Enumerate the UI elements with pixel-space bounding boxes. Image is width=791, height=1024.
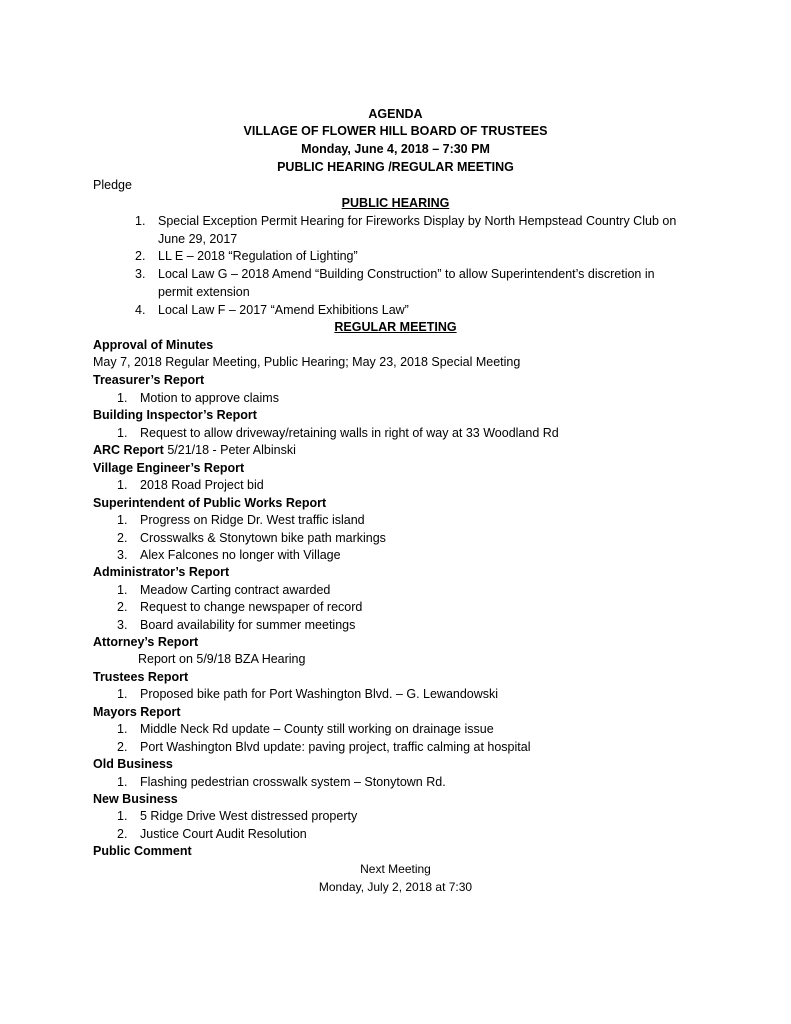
org-name: VILLAGE OF FLOWER HILL BOARD OF TRUSTEES: [243, 124, 548, 138]
list-number: 1.: [117, 775, 128, 789]
section-heading: Administrator’s Report: [93, 565, 230, 579]
section-heading: Trustees Report: [93, 670, 189, 684]
meeting-date: Monday, June 4, 2018 – 7:30 PM: [301, 142, 490, 156]
list-number: 2.: [117, 827, 128, 841]
section-heading: Superintendent of Public Works Report: [93, 496, 327, 510]
list-number: 1.: [117, 391, 128, 405]
list-number: 1.: [117, 478, 128, 492]
meeting-type: PUBLIC HEARING /REGULAR MEETING: [277, 160, 514, 174]
section-heading: New Business: [93, 792, 178, 806]
next-meeting-label: Next Meeting: [360, 862, 431, 876]
list-item: LL E – 2018 “Regulation of Lighting”: [158, 249, 358, 263]
agenda-title: AGENDA: [368, 107, 423, 121]
list-item: Meadow Carting contract awarded: [140, 583, 331, 597]
list-number: 3.: [117, 618, 128, 632]
arc-report-line: [93, 443, 296, 458]
list-item: Port Washington Blvd update: paving project, traffic calming at hospital: [140, 740, 531, 754]
list-number: 1.: [117, 687, 128, 701]
list-item-continued: June 29, 2017: [158, 232, 238, 246]
list-item: Special Exception Permit Hearing for Fireworks Display by North Hempstead Country Club on: [158, 214, 677, 228]
list-number: 1.: [117, 513, 128, 527]
list-number: 2.: [117, 740, 128, 754]
list-number: 1.: [117, 809, 128, 823]
list-number: 1.: [117, 722, 128, 736]
list-item: Alex Falcones no longer with Village: [140, 548, 341, 562]
approval-text: May 7, 2018 Regular Meeting, Public Hearing; May 23, 2018 Special Meeting: [93, 355, 521, 369]
list-number: 3.: [135, 267, 146, 281]
arc-report-text: 5/21/18 - Peter Albinski: [167, 443, 296, 457]
list-item: Proposed bike path for Port Washington Blvd. – G. Lewandowski: [140, 687, 499, 701]
list-item-continued: permit extension: [158, 285, 250, 299]
list-item: 2018 Road Project bid: [140, 478, 264, 492]
section-heading: ARC Report: [93, 443, 164, 457]
list-number: 1.: [135, 214, 146, 228]
section-heading: Treasurer’s Report: [93, 373, 205, 387]
list-item: Progress on Ridge Dr. West traffic island: [140, 513, 365, 527]
section-heading: Old Business: [93, 757, 173, 771]
pledge: Pledge: [93, 178, 132, 192]
attorney-text: Report on 5/9/18 BZA Hearing: [138, 652, 306, 666]
section-heading: Approval of Minutes: [93, 338, 214, 352]
list-item: Justice Court Audit Resolution: [140, 827, 307, 841]
list-number: 1.: [117, 583, 128, 597]
regular-meeting-heading: REGULAR MEETING: [334, 320, 457, 334]
list-item: Crosswalks & Stonytown bike path markings: [140, 531, 386, 545]
list-item: Flashing pedestrian crosswalk system – Stonytown Rd.: [140, 775, 446, 789]
section-heading: Attorney’s Report: [93, 635, 199, 649]
list-item: Middle Neck Rd update – County still working on drainage issue: [140, 722, 494, 736]
section-heading: Building Inspector’s Report: [93, 408, 257, 422]
list-item: 5 Ridge Drive West distressed property: [140, 809, 358, 823]
list-number: 1.: [117, 426, 128, 440]
list-number: 2.: [117, 531, 128, 545]
list-number: 2.: [135, 249, 146, 263]
list-item: Local Law F – 2017 “Amend Exhibitions Law”: [158, 303, 409, 317]
list-number: 2.: [117, 600, 128, 614]
section-heading: Mayors Report: [93, 705, 181, 719]
public-hearing-heading: PUBLIC HEARING: [341, 196, 450, 210]
list-item: Board availability for summer meetings: [140, 618, 356, 632]
section-heading: Village Engineer’s Report: [93, 461, 245, 475]
list-item: Motion to approve claims: [140, 391, 279, 405]
list-item: Request to change newspaper of record: [140, 600, 363, 614]
list-number: 4.: [135, 303, 146, 317]
next-meeting-date: Monday, July 2, 2018 at 7:30: [318, 880, 473, 894]
section-heading: Public Comment: [93, 844, 192, 858]
list-item: Local Law G – 2018 Amend “Building Construction” to allow Superintendent’s discretion in: [158, 267, 655, 281]
list-item: Request to allow driveway/retaining walls in right of way at 33 Woodland Rd: [140, 426, 559, 440]
list-number: 3.: [117, 548, 128, 562]
